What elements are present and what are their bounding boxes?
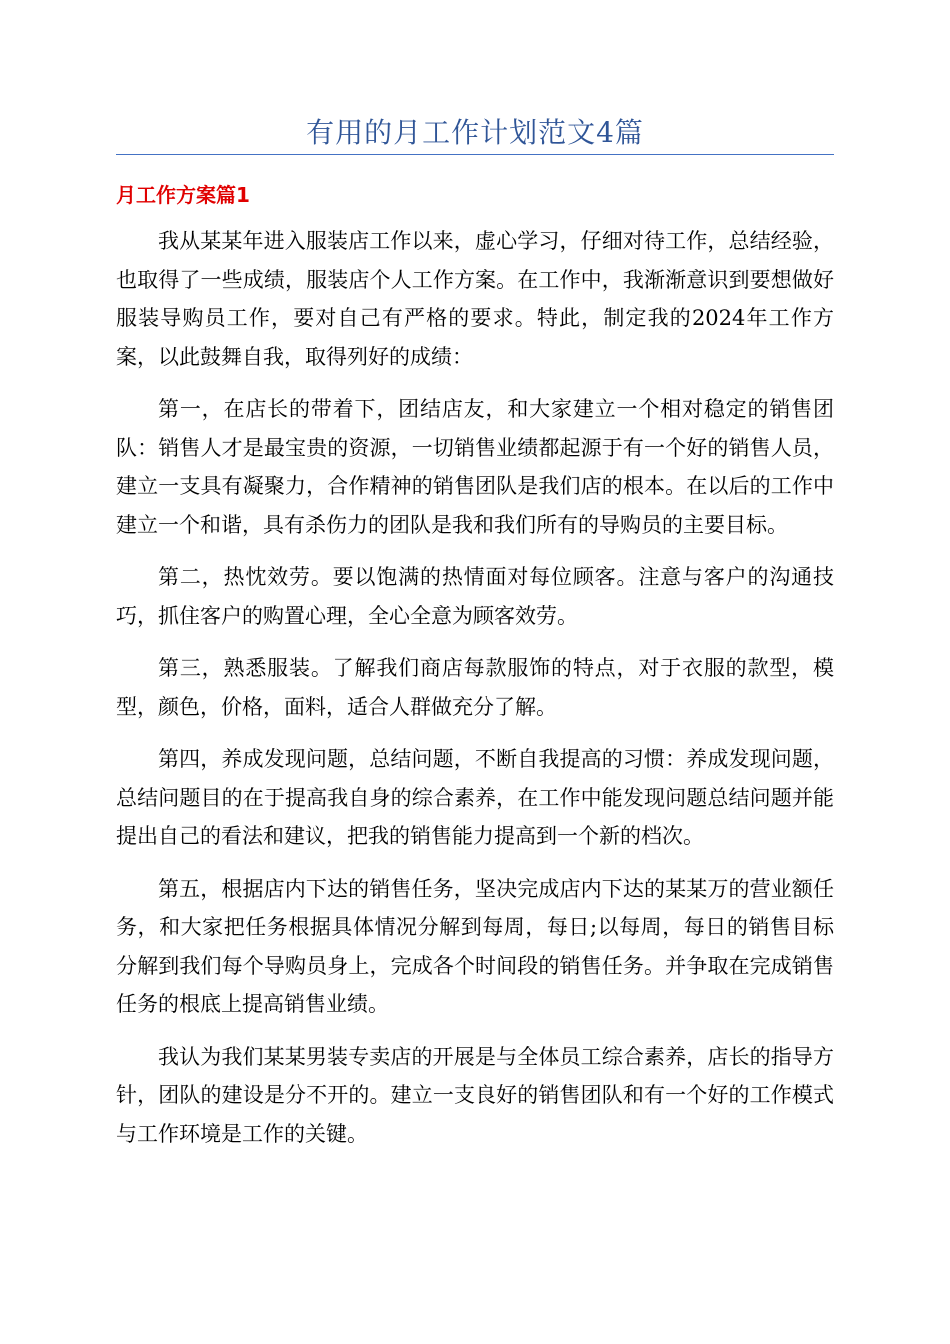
paragraph: 第三，熟悉服装。了解我们商店每款服饰的特点，对于衣服的款型，模型，颜色，价格，面料，适合人群做充分了解。 bbox=[116, 656, 834, 719]
title-underline bbox=[116, 154, 834, 155]
paragraph: 我从某某年进入服装店工作以来，虚心学习，仔细对待工作，总结经验，也取得了一些成绩，服装店个人工作方案。在工作中，我渐渐意识到要想做好服装导购员工作，要对自己有严格的要求。特此，制定我的2024年工作方案，以此鼓舞自我，取得列好的成绩： bbox=[116, 229, 834, 369]
paragraph: 第二，热忱效劳。要以饱满的热情面对每位顾客。注意与客户的沟通技巧，抓住客户的购置心理，全心全意为顾客效劳。 bbox=[116, 565, 834, 628]
document-title: 有用的月工作计划范文4篇 bbox=[306, 116, 644, 149]
section-heading: 月工作方案篇1 bbox=[116, 183, 250, 207]
paragraph: 第四，养成发现问题，总结问题，不断自我提高的习惯：养成发现问题，总结问题目的在于提高我自身的综合素养，在工作中能发现问题总结问题并能提出自己的看法和建议，把我的销售能力提高到一个新的档次。 bbox=[116, 747, 834, 848]
paragraph: 第五，根据店内下达的销售任务，坚决完成店内下达的某某万的营业额任务，和大家把任务根据具体情况分解到每周，每日;以每周，每日的销售目标分解到我们每个导购员身上，完成各个时间段的销售任务。并争取在完成销售任务的根底上提高销售业绩。 bbox=[116, 876, 834, 1016]
paragraph: 我认为我们某某男装专卖店的开展是与全体员工综合素养，店长的指导方针，团队的建设是分不开的。建立一支良好的销售团队和有一个好的工作模式与工作环境是工作的关键。 bbox=[116, 1044, 834, 1146]
document-body bbox=[116, 222, 834, 1167]
paragraph: 第一，在店长的带着下，团结店友，和大家建立一个相对稳定的销售团队：销售人才是最宝贵的资源，一切销售业绩都起源于有一个好的销售人员，建立一支具有凝聚力，合作精神的销售团队是我们店的根本。在以后的工作中建立一个和谐，具有杀伤力的团队是我和我们所有的导购员的主要目标。 bbox=[116, 397, 834, 537]
